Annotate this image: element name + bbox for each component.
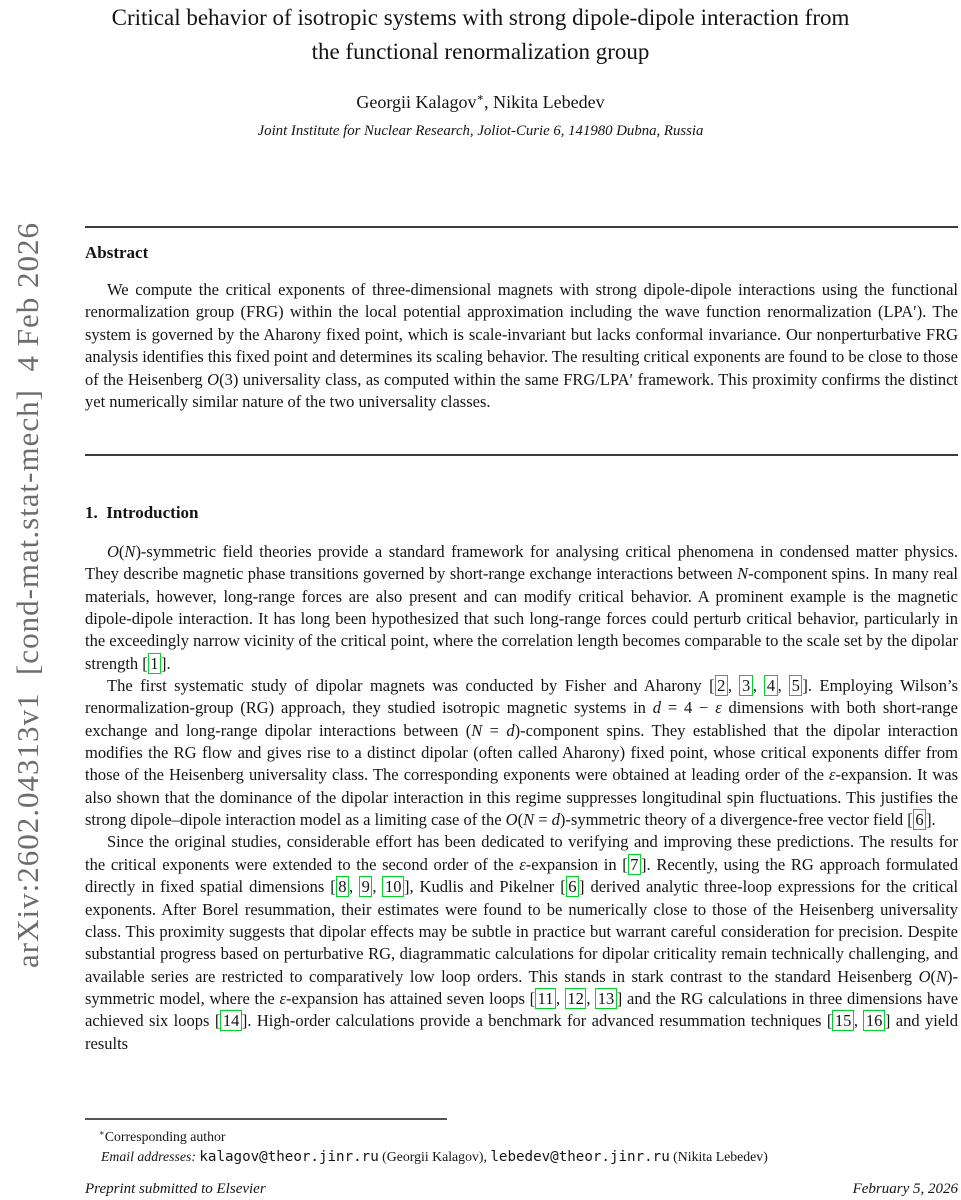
- text-run: -expansion in [: [525, 854, 628, 874]
- text-run: kalagov@theor.jinr.ru: [199, 1149, 379, 1165]
- text-run: O: [107, 542, 119, 561]
- citation-link[interactable]: 9: [359, 876, 372, 897]
- section-heading-introduction: 1. Introduction: [85, 503, 199, 522]
- text-run: ] and the RG calculations in three dimensions have achieved six loops [: [85, 988, 959, 1031]
- superscript-text: ∗: [476, 92, 485, 104]
- citation-link[interactable]: 1: [148, 653, 161, 674]
- abstract-paragraph: [85, 279, 958, 413]
- text-run: Corresponding author: [104, 1129, 226, 1144]
- text-run: N: [124, 542, 136, 561]
- text-run: -expansion has attained seven loops [: [285, 988, 536, 1008]
- text-run: N: [935, 966, 947, 986]
- citation-link[interactable]: 12: [565, 988, 587, 1009]
- citation-link[interactable]: 16: [863, 1010, 885, 1031]
- text-run: ,: [348, 877, 360, 897]
- text-run: = 4 −: [661, 698, 716, 718]
- abstract-top-divider: [85, 226, 958, 228]
- text-run: N: [737, 564, 749, 584]
- citation-link[interactable]: 7: [628, 854, 641, 875]
- citation-link[interactable]: 11: [535, 988, 556, 1009]
- citation-link[interactable]: 13: [595, 988, 617, 1009]
- citation-link[interactable]: 4: [764, 675, 777, 696]
- text-run: The first systematic study of dipolar magnets was conducted by Fisher and Aharony [: [107, 676, 715, 696]
- text-run: ,: [853, 1011, 864, 1031]
- arxiv-watermark: arXiv:2602.04313v1 [cond-mat.stat-mech] 4 Feb 2026: [10, 222, 45, 968]
- text-run: ].: [161, 653, 171, 673]
- text-run: -expansion. It was also shown that the dominance of the dipolar interaction in this regime suppresses longitudinal spin fluctuations. This justifies the strong dipole–dipole interaction model as a limiting case of the: [85, 765, 958, 830]
- text-run: (: [930, 966, 936, 986]
- paper-title-line2: the functional renormalization group: [311, 39, 650, 64]
- text-run: ,: [556, 988, 565, 1008]
- text-run: (3) universality class, as computed within the same FRG/LPA′ framework. This proximity confirms the distinct yet numerically similar nature of the two universality classes.: [85, 369, 958, 412]
- date-note: February 5, 2026: [852, 1181, 958, 1197]
- text-run: ,: [586, 988, 596, 1008]
- text-run: -component spins. In many real materials, however, long-range forces are also present and can modify critical behavior. A prominent example is the magnetic dipole-dipole interaction. It has long been hypothesized that such long-range forces could perturb critical behavior, particularly in the exceedingly narrow vicinity of the critical point, where the correlation length becomes comparable to the scale set by the dipolar strength [: [85, 564, 958, 673]
- text-run: We compute the critical exponents of three-dimensional magnets with strong dipole-dipole interactions using the functional renormalization group (FRG) within the local potential approximation including the wave function renormalization (LPA′). The system is governed by the Aharony fixed point, which is scale-invariant but lacks conformal invariance. Our nonperturbative FRG analysis identifies this fixed point and determines its scaling behavior. The resulting critical exponents are found to be close to those of the Heisenberg: [85, 280, 958, 389]
- text-run: ,: [372, 877, 383, 897]
- citation-link[interactable]: 5: [789, 675, 802, 696]
- text-run: ], Kudlis and Pikelner [: [403, 877, 566, 897]
- text-run: , Nikita Lebedev: [484, 92, 605, 112]
- text-run: ε: [715, 698, 722, 718]
- footnote-block: [85, 1118, 958, 1167]
- citation-link[interactable]: 10: [382, 876, 404, 897]
- abstract-bottom-divider: [85, 454, 958, 456]
- text-run: =: [534, 810, 552, 830]
- abstract-body: [85, 279, 958, 413]
- text-run: O: [505, 810, 518, 830]
- preprint-note: Preprint submitted to Elsevier: [85, 1181, 266, 1197]
- text-run: ]. High-order calculations provide a benchmark for advanced resummation techniques [: [241, 1011, 833, 1031]
- citation-link[interactable]: 3: [739, 675, 752, 696]
- text-run: ε: [519, 854, 526, 874]
- text-run: Georgii Kalagov: [356, 92, 477, 112]
- text-run: ].: [926, 810, 936, 830]
- citation-link[interactable]: 14: [220, 1010, 242, 1031]
- citation-link[interactable]: 6: [913, 809, 926, 830]
- introduction-body: [85, 541, 958, 1055]
- intro-paragraph-1: [85, 541, 958, 675]
- text-run: ]. Employing Wilson’s renormalization-group (RG) approach, they studied isotropic magnetic systems in: [85, 676, 959, 718]
- text-run: ,: [752, 676, 765, 696]
- text-run: =: [482, 720, 507, 740]
- text-run: (Nikita Lebedev): [669, 1149, 768, 1164]
- text-run: lebedev@theor.jinr.ru: [490, 1149, 670, 1165]
- text-run: ] derived analytic three-loop expressions for the critical exponents. After Borel resummation, their estimates were found to be numerically close to those of the Heisenberg universality class. This proximity suggests that dipolar effects may be subtle in practice but warrant careful consideration for precision. Despite substantial progress based on perturbative RG, diagrammatic calculations for dipolar criticality remain technically challenging, and available series are restricted to comparatively low loop orders. This stands in stark contrast to the standard Heisenberg: [85, 877, 959, 986]
- corresponding-author-note: [85, 1127, 958, 1147]
- text-run: ] and yield results: [85, 1011, 959, 1053]
- text-run: )-symmetric theory of a divergence-free vector field [: [559, 810, 913, 830]
- citation-link[interactable]: 2: [715, 675, 728, 696]
- text-run: O: [207, 369, 220, 389]
- text-run: O: [918, 966, 931, 986]
- text-run: ]. Recently, using the RG approach formulated directly in fixed spatial dimensions [: [85, 854, 958, 897]
- citation-link[interactable]: 15: [832, 1010, 854, 1031]
- text-run: N: [471, 720, 483, 740]
- affiliation: Joint Institute for Nuclear Research, Joliot-Curie 6, 141980 Dubna, Russia: [257, 123, 704, 139]
- email-addresses-note: [85, 1147, 958, 1167]
- paper-title-line1: Critical behavior of isotropic systems with strong dipole-dipole interaction from: [111, 5, 850, 30]
- citation-link[interactable]: 6: [566, 876, 579, 897]
- text-run: d: [506, 720, 515, 740]
- text-run: Email addresses:: [101, 1149, 200, 1164]
- intro-paragraph-2: [85, 675, 958, 831]
- text-run: ,: [777, 676, 790, 696]
- abstract-heading: Abstract: [85, 243, 149, 262]
- text-run: )-symmetric field theories provide a standard framework for analysing critical phenomena in condensed matter physics. They describe magnetic phase transitions governed by short-range exchange interactions between: [85, 542, 958, 584]
- text-run: ε: [279, 988, 286, 1008]
- footnote-divider: [85, 1118, 447, 1120]
- paper-title: [44, 1, 917, 69]
- text-run: )-symmetric model, where the: [85, 966, 958, 1008]
- superscript-text: ∗: [99, 1127, 105, 1138]
- text-run: d: [551, 810, 560, 830]
- text-run: N: [523, 810, 535, 830]
- text-run: ,: [727, 676, 740, 696]
- text-run: (: [517, 810, 524, 830]
- text-run: ε: [829, 765, 836, 785]
- text-run: (: [118, 542, 125, 561]
- text-run: dimensions with both short-range exchange and long-range dipolar interactions between (: [85, 698, 958, 740]
- text-run: Since the original studies, considerable effort has been dedicated to verifying and improving these predictions. The results for the critical exponents were extended to the second order of the: [85, 832, 958, 874]
- text-run: (Georgii Kalagov),: [378, 1149, 491, 1164]
- page-footer: [85, 1181, 958, 1198]
- text-run: d: [652, 698, 662, 718]
- author-line: [44, 92, 917, 113]
- text-run: )-component spins. They established that the dipolar interaction modifies the RG flow and gives rise to a distinct dipolar (often called Aharony) fixed point, whose critical exponents differ from those of the Heisenberg universality class. The corresponding exponents were obtained at leading order of the: [85, 720, 959, 785]
- intro-paragraph-3: [85, 831, 958, 1054]
- citation-link[interactable]: 8: [336, 876, 349, 897]
